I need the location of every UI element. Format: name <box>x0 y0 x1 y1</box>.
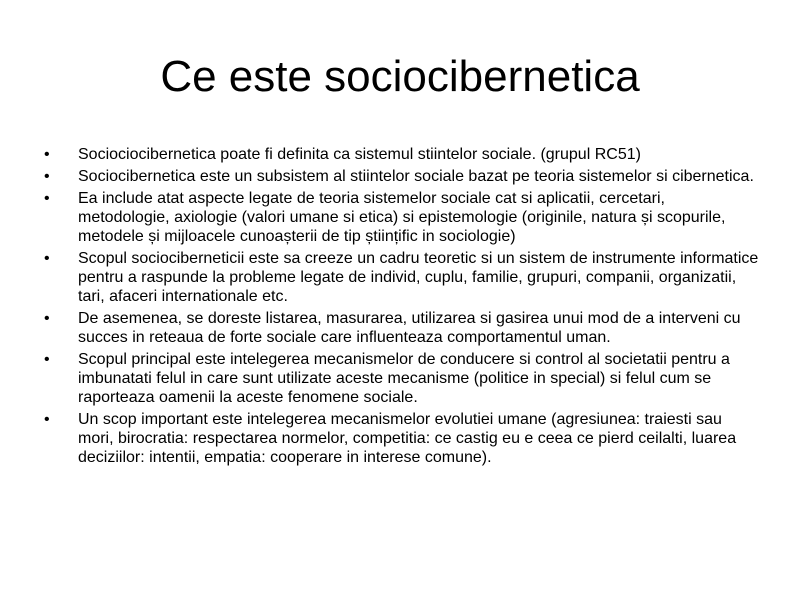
bullet-text: Sociociocibernetica poate fi definita ca sistemul stiintelor sociale. (grupul RC51) <box>78 146 641 163</box>
bullet-item <box>40 145 760 164</box>
bullet-list <box>40 145 760 470</box>
bullet-item <box>40 167 760 186</box>
bullet-icon: • <box>44 146 50 163</box>
bullet-text: Scopul sociociberneticii este sa creeze un cadru teoretic si un sistem de instrumente informatice pentru a raspunde la probleme legate de individ, cuplu, familie, grupuri, companii, organizatii, tari, afaceri internationale etc. <box>78 250 759 305</box>
bullet-icon: • <box>44 168 50 185</box>
bullet-item <box>40 309 760 347</box>
bullet-text: De asemenea, se doreste listarea, masurarea, utilizarea si gasirea unui mod de a interveni cu succes in reteaua de forte sociale care influenteaza comportamentul uman. <box>78 310 741 346</box>
bullet-item <box>40 350 760 407</box>
bullet-text: Sociocibernetica este un subsistem al stiintelor sociale bazat pe teoria sistemelor si cibernetica. <box>78 168 754 185</box>
bullet-icon: • <box>44 190 50 207</box>
bullet-text: Scopul principal este intelegerea mecanismelor de conducere si control al societatii pentru a imbunatati felul in care sunt utilizate aceste mecanisme (politice in special) si felul cum se raporteaza oamenii la aceste fenomene sociale. <box>78 351 730 406</box>
bullet-icon: • <box>44 250 50 267</box>
bullet-icon: • <box>44 411 50 428</box>
bullet-item <box>40 189 760 246</box>
bullet-item <box>40 410 760 467</box>
bullet-icon: • <box>44 351 50 368</box>
bullet-item <box>40 249 760 306</box>
bullet-icon: • <box>44 310 50 327</box>
bullet-text: Ea include atat aspecte legate de teoria sistemelor sociale cat si aplicatii, cercetari, metodologie, axiologie (valori umane si etica) si epistemologie (originile, natura și scopurile, metodele și mijloacele cunoașterii de tip științific in sociologie) <box>78 190 726 245</box>
slide-title: Ce este sociocibernetica <box>160 52 640 101</box>
bullet-text: Un scop important este intelegerea mecanismelor evolutiei umane (agresiunea: traiesti sau mori, birocratia: respectarea normelor, competitia: ce castig eu e ceea ce pierd ceilalti, luarea deciziilor: intentii, empatia: cooperare in interese comune). <box>78 411 737 466</box>
